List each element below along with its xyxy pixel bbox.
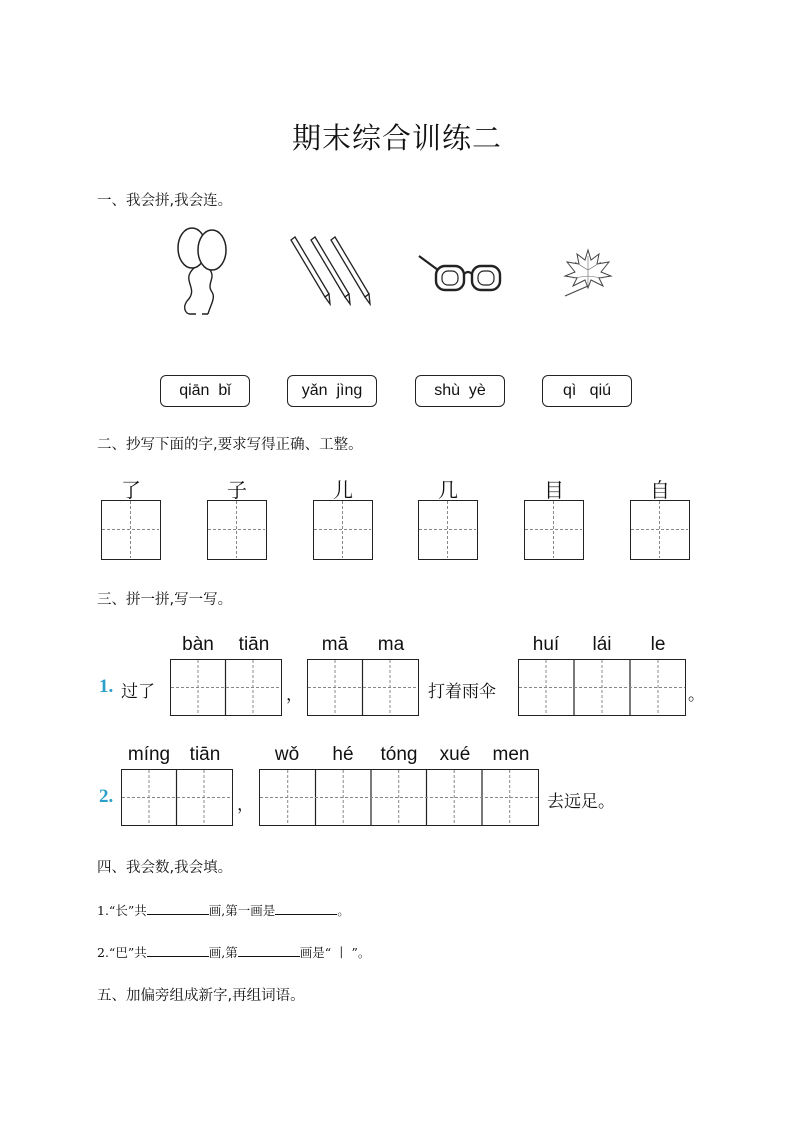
q4-1-part-a: 1.“长”共 [97,903,147,918]
section-3-heading: 三、拼一拼,写一写。 [97,592,233,608]
pinyin-q1-3: mā [321,634,349,655]
model-char-5: 目 [544,478,564,502]
section-1-heading: 一、我会拼,我会连。 [97,193,233,209]
model-char-4: 几 [438,478,458,502]
model-char-6: 自 [650,478,670,502]
writing-grid-4[interactable] [418,500,478,560]
writing-row-q2-b[interactable] [259,769,539,826]
answer-blank[interactable] [275,902,337,915]
pinyin-q2-1: míng [127,744,171,765]
answer-blank[interactable] [147,944,209,957]
pinyin-card-4[interactable]: qì qiú [542,375,632,407]
writing-grid-1[interactable] [101,500,161,560]
section-4-heading: 四、我会数,我会填。 [97,860,233,876]
question-number-2: 2. [99,786,114,807]
answer-blank[interactable] [238,944,300,957]
q4-1-part-b: 画,第一画是 [208,903,276,918]
section-5-heading: 五、加偏旁组成新字,再组词语。 [97,988,305,1004]
q2-end-text: 去远足。 [547,792,615,812]
model-char-1: 了 [121,478,141,502]
q4-1-part-c: 。 [337,903,350,918]
q1-comma: ， [286,685,303,705]
pinyin-q2-5: tóng [380,744,418,765]
writing-row-q1-b[interactable] [307,659,419,716]
pinyin-q1-5: huí [532,634,560,655]
pinyin-q1-4: ma [377,634,405,655]
pinyin-q2-2: tiān [189,744,221,765]
writing-grid-3[interactable] [313,500,373,560]
page-title: 期末综合训练二 [291,121,502,155]
pinyin-card-1[interactable]: qiān bǐ [160,375,250,407]
q4-2-part-b: 画,第 [208,945,238,960]
question-number-1: 1. [99,676,114,697]
q4-2-part-c: 画是“ 丨 ”。 [299,945,371,960]
pinyin-q2-6: xué [439,744,471,765]
q4-2-part-a: 2.“巴”共 [97,945,147,960]
pinyin-q1-7: le [650,634,666,655]
q1-middle-text: 打着雨伞 [428,682,496,702]
pinyin-q2-7: men [492,744,530,765]
glasses-icon [416,252,504,294]
writing-grid-6[interactable] [630,500,690,560]
leaf-icon [561,246,615,298]
pinyin-q1-6: lái [592,634,612,655]
writing-row-q1-c[interactable] [518,659,686,716]
pencils-icon [285,234,377,306]
pinyin-q1-1: bàn [182,634,214,655]
model-char-3: 儿 [333,478,353,502]
pinyin-q2-3: wǒ [274,744,300,765]
fill-question-2 [97,943,370,961]
writing-grid-5[interactable] [524,500,584,560]
pinyin-card-3[interactable]: shù yè [415,375,505,407]
model-char-2: 子 [227,478,247,502]
writing-row-q2-a[interactable] [121,769,233,826]
balloons-icon [172,226,232,318]
writing-grid-2[interactable] [207,500,267,560]
q1-end-punct: 。 [688,685,705,705]
pinyin-q1-2: tiān [238,634,270,655]
q2-comma: ， [237,795,254,815]
pinyin-q2-4: hé [332,744,354,765]
answer-blank[interactable] [147,902,209,915]
q1-lead-text: 过了 [121,682,155,702]
writing-row-q1-a[interactable] [170,659,282,716]
fill-question-1 [97,901,350,919]
section-2-heading: 二、抄写下面的字,要求写得正确、工整。 [97,437,363,453]
pinyin-card-2[interactable]: yǎn jìng [287,375,377,407]
